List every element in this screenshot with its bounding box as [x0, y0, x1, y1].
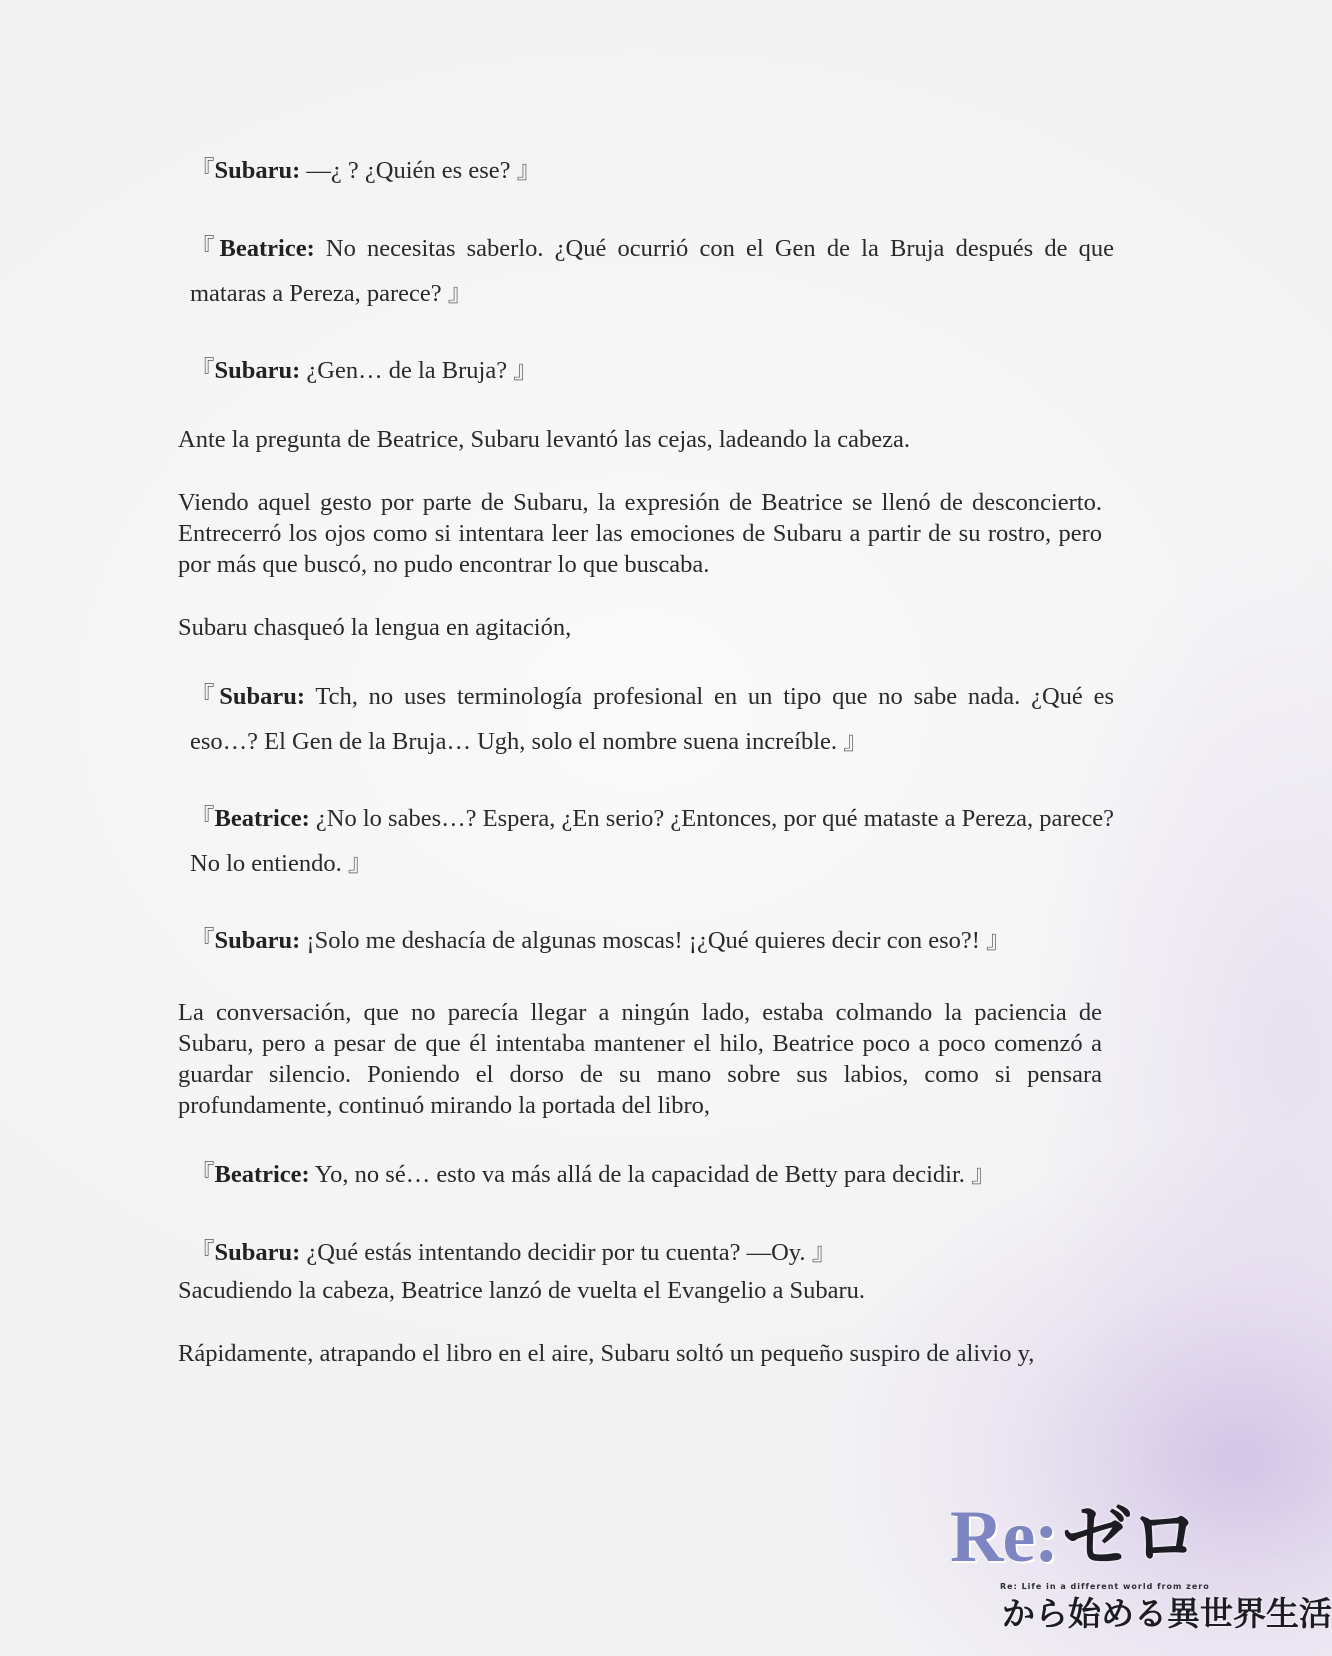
open-bracket: 『: [190, 157, 215, 184]
dialogue-paragraph-4: [178, 674, 1114, 764]
close-bracket: 』: [447, 280, 473, 307]
open-bracket: 『: [190, 805, 215, 832]
dialogue-text: ¿No lo sabes…? Espera, ¿En serio? ¿Entonces, por qué mataste a Pereza, parece? No lo entiendo.: [190, 805, 1115, 877]
speaker-name: Subaru:: [219, 683, 305, 710]
close-bracket: 』: [516, 157, 542, 184]
dialogue-text: ¡Solo me deshacía de algunas moscas! ¡¿Qué quieres decir con eso?!: [300, 927, 987, 954]
open-bracket: 『: [190, 683, 220, 710]
close-bracket: 』: [811, 1239, 837, 1266]
logo-re-text: Re:: [950, 1496, 1058, 1578]
logo-japanese-title: から始める異世界生活: [1002, 1594, 1332, 1633]
speaker-name: Beatrice:: [214, 805, 310, 832]
narration-paragraph-4: La conversación, que no parecía llegar a ningún lado, estaba colmando la paciencia de Subaru, pero a pesar de que él intentaba mantener el hilo, Beatrice poco a poco comenzó a guardar silencio. Poniendo el dorso de su mano sobre sus labios, como si pensara profundamente, continuó mirando la portada del libro,: [178, 999, 1102, 1119]
dialogue-text: —¿ ? ¿Quién es ese?: [300, 157, 517, 184]
narration-paragraph-3: Subaru chasqueó la lengua en agitación,: [178, 614, 572, 641]
open-bracket: 『: [190, 357, 215, 384]
dialogue-text: Tch, no uses terminología profesional en un tipo que no sabe nada. ¿Qué es eso…? El Gen de la Bruja… Ugh, solo el nombre suena increíble.: [190, 683, 1115, 755]
dialogue-paragraph-2: [178, 226, 1114, 316]
close-bracket: 』: [513, 357, 538, 384]
narration-paragraph-2: Viendo aquel gesto por parte de Subaru, la expresión de Beatrice se llenó de desconcierto. Entrecerró los ojos como si intentara leer las emociones de Subaru a partir de su rostro, pero por más que buscó, no pudo encontrar lo que buscaba.: [178, 489, 1102, 578]
logo-subtitle: Re: Life in a different world from zero: [1000, 1582, 1210, 1591]
speaker-name: Subaru:: [214, 157, 301, 184]
series-logo: [950, 1496, 1332, 1650]
open-bracket: 『: [190, 235, 220, 262]
speaker-name: Subaru:: [214, 357, 301, 384]
dialogue-paragraph-5: [178, 796, 1114, 886]
open-bracket: 『: [190, 1239, 215, 1266]
dialogue-paragraph-6: [178, 918, 1114, 963]
dialogue-text: ¿Gen… de la Bruja?: [300, 357, 514, 384]
narration-paragraph-1: Ante la pregunta de Beatrice, Subaru levantó las cejas, ladeando la cabeza.: [178, 426, 910, 453]
speaker-name: Beatrice:: [214, 1161, 310, 1188]
dialogue-paragraph-3: [178, 348, 1114, 393]
close-bracket: 』: [347, 850, 373, 877]
speaker-name: Subaru:: [214, 927, 301, 954]
narration-paragraph-5: Sacudiendo la cabeza, Beatrice lanzó de vuelta el Evangelio a Subaru.: [178, 1277, 866, 1304]
dialogue-text: No necesitas saberlo. ¿Qué ocurrió con el Gen de la Bruja después de que mataras a Pereza, parece?: [190, 235, 1114, 307]
speaker-name: Beatrice:: [219, 235, 315, 262]
dialogue-paragraph-7: [178, 1152, 1114, 1197]
dialogue-text: ¿Qué estás intentando decidir por tu cuenta? —Oy.: [300, 1239, 812, 1266]
open-bracket: 『: [190, 927, 215, 954]
speaker-name: Subaru:: [214, 1239, 301, 1266]
open-bracket: 『: [190, 1161, 215, 1188]
dialogue-paragraph-1: [178, 148, 1114, 193]
dialogue-text: Yo, no sé… esto va más allá de la capacidad de Betty para decidir.: [309, 1161, 972, 1188]
close-bracket: 』: [971, 1161, 996, 1188]
close-bracket: 』: [843, 728, 868, 755]
close-bracket: 』: [986, 927, 1011, 954]
narration-paragraph-6: Rápidamente, atrapando el libro en el aire, Subaru soltó un pequeño suspiro de alivio y,: [178, 1340, 1035, 1367]
dialogue-paragraph-8: [178, 1230, 1114, 1275]
logo-zero-text: ゼロ: [1062, 1496, 1198, 1578]
